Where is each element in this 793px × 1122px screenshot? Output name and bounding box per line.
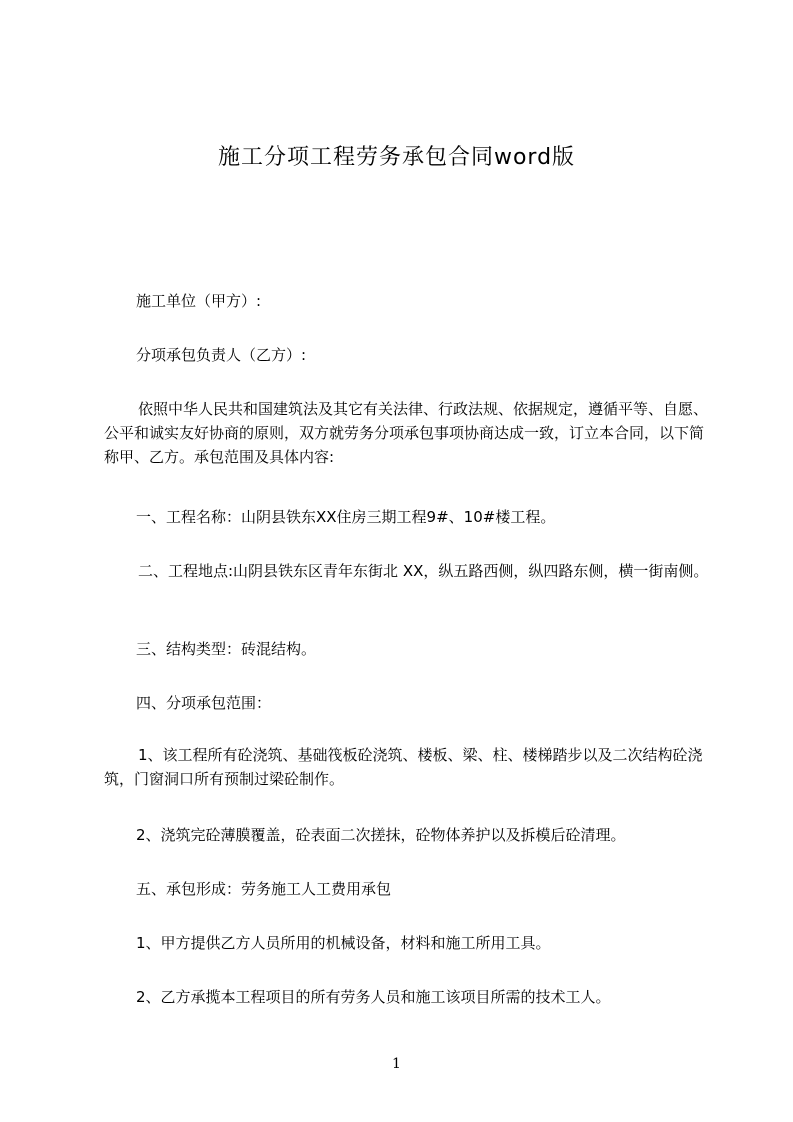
clause-contract-form: 五、承包形成：劳务施工人工费用承包 [136, 880, 392, 898]
clause-structure-type: 三、结构类型：砖混结构。 [136, 640, 317, 658]
form-item-1: 1、甲方提供乙方人员所用的机械设备，材料和施工所用工具。 [136, 934, 551, 952]
party-b-line: 分项承包负责人（乙方）: [136, 346, 307, 364]
document-title: 施工分项工程劳务承包合同word版 [217, 145, 576, 170]
page-number: 1 [392, 1056, 401, 1072]
preamble-paragraph: 依照中华人民共和国建筑法及其它有关法律、行政法规、依据规定，遵循平等、自愿、公平和诚实友好协商的原则，双方就劳务分项承包事项协商达成一致，订立本合同，以下简称甲、乙方。承包范围及具体内容: [104, 400, 709, 466]
party-a-line: 施工单位（甲方）: [136, 292, 262, 310]
scope-item-2: 2、浇筑完砼薄膜覆盖，砼表面二次搓抹，砼物体养护以及拆模后砼清理。 [136, 826, 626, 844]
clause-scope-heading: 四、分项承包范围： [136, 694, 272, 712]
form-item-2: 2、乙方承揽本工程项目的所有劳务人员和施工该项目所需的技术工人。 [136, 988, 611, 1006]
clause-project-name: 一、工程名称：山阴县铁东XX住房三期工程9#、10#楼工程。 [136, 508, 556, 526]
scope-item-1: 1、该工程所有砼浇筑、基础筏板砼浇筑、楼板、梁、柱、楼梯踏步以及二次结构砼浇筑，门窗洞口所有预制过梁砼制作。 [104, 746, 703, 788]
clause-project-location: 二、工程地点:山阴县铁东区青年东街北 XX，纵五路西侧，纵四路东侧，横一街南侧。 [138, 562, 709, 580]
